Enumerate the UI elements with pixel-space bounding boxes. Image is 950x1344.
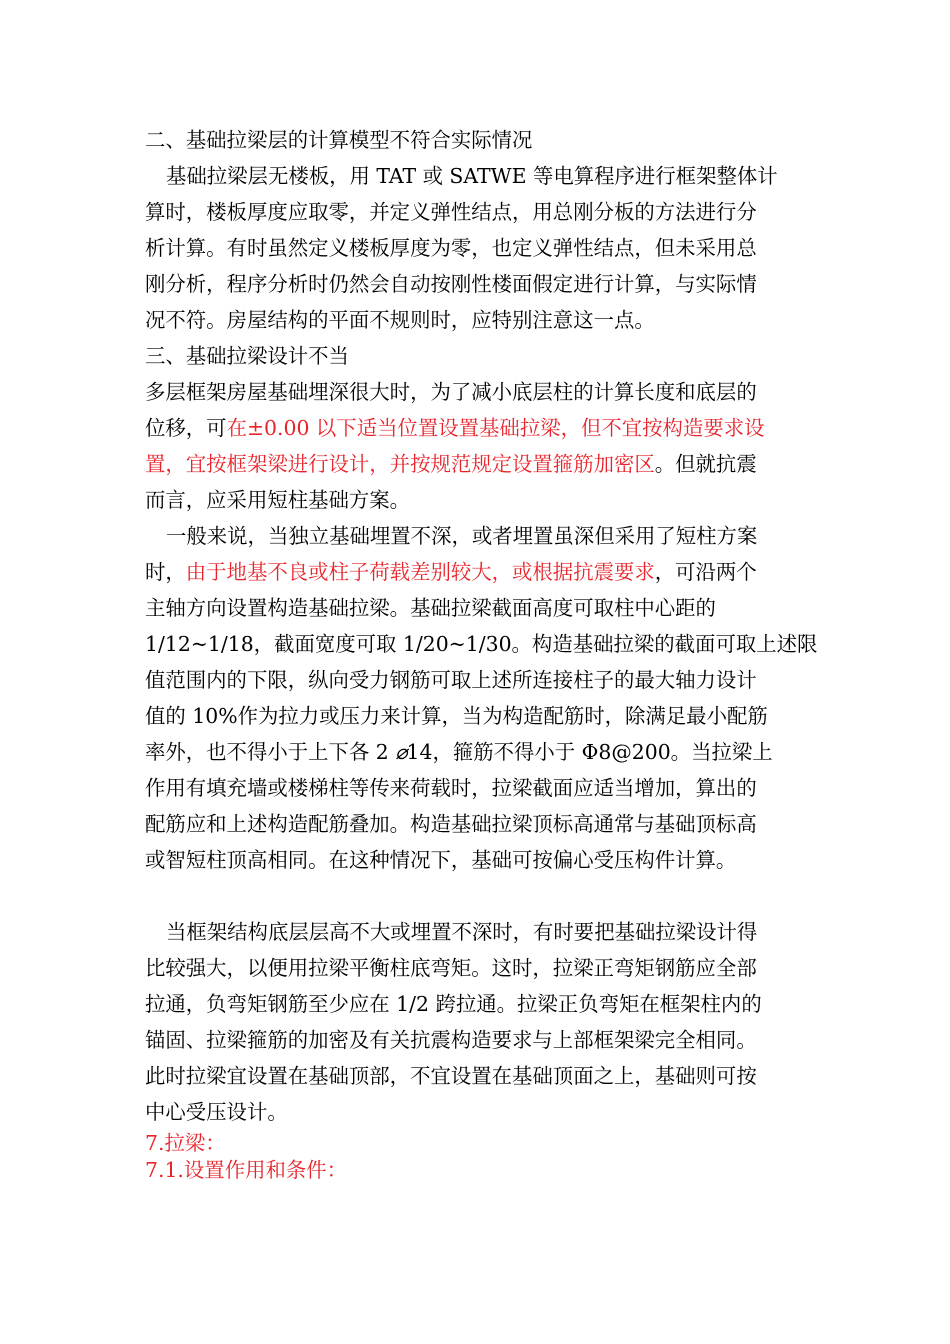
text-run: 14，箍筋不得小于 Φ8@200。当拉梁上 (406, 740, 773, 764)
paragraph-line: 而言，应采用短柱基础方案。 (145, 488, 411, 512)
paragraph-line (145, 734, 810, 770)
section-7-heading: 7.拉梁： (145, 1131, 226, 1155)
text-run: 时， (145, 560, 186, 584)
document-body (145, 122, 818, 1184)
highlighted-text: 在±0.00 以下适当位置设置基础拉梁，但不宜按构造要求设 (226, 416, 765, 440)
paragraph-line: 主轴方向设置构造基础拉梁。基础拉梁截面高度可取柱中心距的 (145, 596, 716, 620)
paragraph-line: 值范围内的下限，纵向受力钢筋可取上述所连接柱子的最大轴力设计 (145, 668, 757, 692)
paragraph-line: 当框架结构底层层高不大或埋置不深时，有时要把基础拉梁设计得 (166, 920, 758, 944)
paragraph-line (145, 554, 810, 590)
paragraph-line: 比较强大，以便用拉梁平衡柱底弯矩。这时，拉梁正弯矩钢筋应全部 (145, 956, 757, 980)
text-run: 位移，可 (145, 416, 227, 440)
blank-line (145, 878, 810, 914)
paragraph-line: 1/12~1/18，截面宽度可取 1/20~1/30。构造基础拉梁的截面可取上述限 (145, 632, 818, 656)
paragraph-line: 中心受压设计。 (145, 1100, 288, 1124)
section-3-heading: 三、基础拉梁设计不当 (145, 344, 349, 368)
text-run: 。但就抗震 (654, 452, 757, 476)
section-3-paragraph-3 (145, 914, 810, 1130)
paragraph-line: 拉通，负弯矩钢筋至少应在 1/2 跨拉通。拉梁正负弯矩在框架柱内的 (145, 992, 762, 1016)
paragraph-line: 基础拉梁层无楼板，用 TAT 或 SATWE 等电算程序进行框架整体计 (166, 164, 778, 188)
paragraph-line: 算时，楼板厚度应取零，并定义弹性结点，用总刚分板的方法进行分 (145, 200, 757, 224)
section-7-1-heading: 7.1.设置作用和条件： (145, 1158, 348, 1182)
rebar-symbol-icon: ⌀ (395, 740, 407, 764)
paragraph-line: 析计算。有时虽然定义楼板厚度为零，也定义弹性结点，但未采用总 (145, 236, 757, 260)
paragraph-line: 一般来说，当独立基础埋置不深，或者埋置虽深但采用了短柱方案 (166, 524, 758, 548)
section-2-paragraph (145, 158, 810, 338)
paragraph-line (145, 446, 810, 482)
highlighted-text: 置，宜按框架梁进行设计，并按规范规定设置箍筋加密区 (145, 452, 655, 476)
paragraph-line: 值的 10%作为拉力或压力来计算，当为构造配筋时，除满足最小配筋 (145, 704, 768, 728)
paragraph-line: 作用有填充墙或楼梯柱等传来荷载时，拉梁截面应适当增加，算出的 (145, 776, 757, 800)
text-run: ，可沿两个 (654, 560, 757, 584)
section-3-paragraph-2 (145, 518, 818, 878)
paragraph-line: 配筋应和上述构造配筋叠加。构造基础拉梁顶标高通常与基础顶标高 (145, 812, 757, 836)
paragraph-line (145, 410, 810, 446)
text-run: 率外，也不得小于上下各 2 (145, 740, 396, 764)
paragraph-line: 刚分析，程序分析时仍然会自动按刚性楼面假定进行计算，与实际情 (145, 272, 757, 296)
paragraph-line: 或智短柱顶高相同。在这种情况下，基础可按偏心受压构件计算。 (145, 848, 737, 872)
highlighted-text: 由于地基不良或柱子荷载差别较大，或根据抗震要求 (185, 560, 655, 584)
paragraph-line: 多层框架房屋基础埋深很大时，为了减小底层柱的计算长度和底层的 (145, 380, 757, 404)
paragraph-line: 况不符。房屋结构的平面不规则时，应特别注意这一点。 (145, 308, 655, 332)
section-3-paragraph-1 (145, 374, 810, 518)
paragraph-line: 锚固、拉梁箍筋的加密及有关抗震构造要求与上部框架梁完全相同。 (145, 1028, 757, 1052)
section-2-heading: 二、基础拉梁层的计算模型不符合实际情况 (145, 128, 533, 152)
paragraph-line: 此时拉梁宜设置在基础顶部，不宜设置在基础顶面之上，基础则可按 (145, 1064, 757, 1088)
